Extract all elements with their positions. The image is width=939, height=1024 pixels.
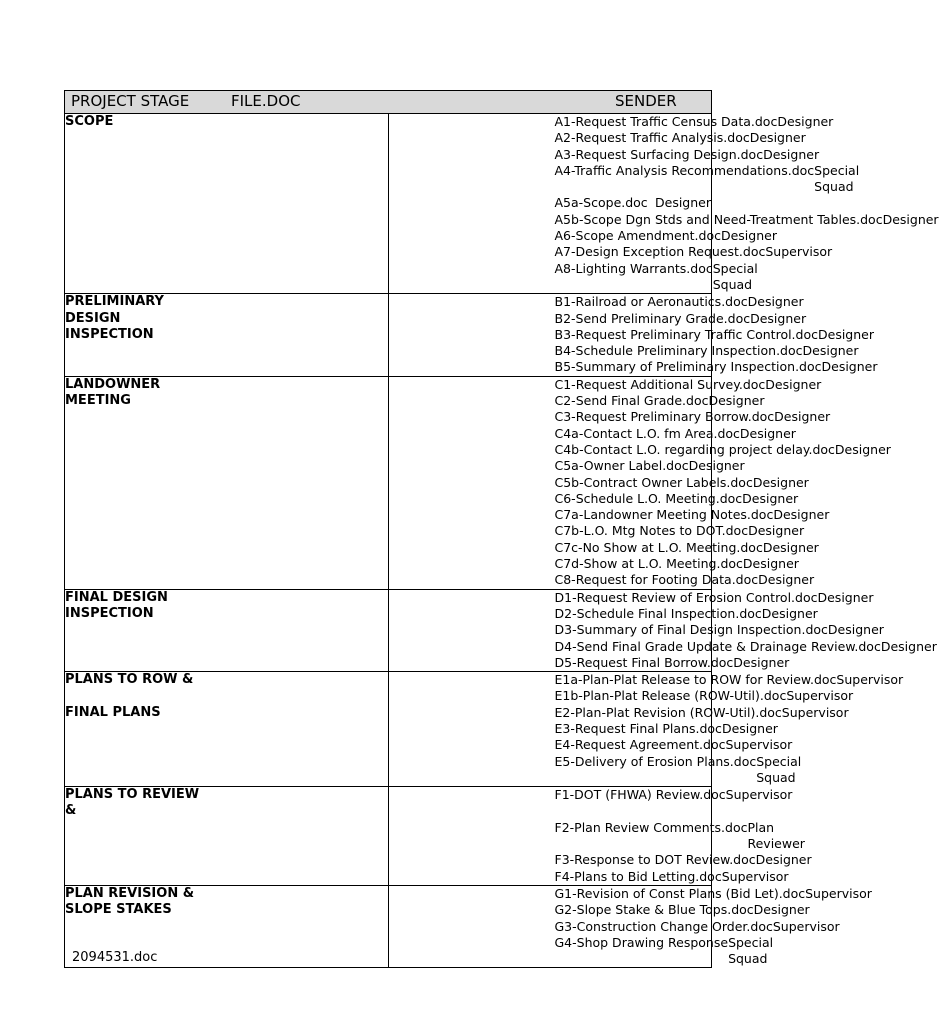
file-name: C4a-Contact L.O. fm Area.doc	[554, 425, 740, 441]
table-body	[65, 114, 939, 968]
file-list-cell	[388, 885, 872, 967]
file-name: B3-Request Preliminary Traffic Control.doc	[554, 326, 818, 342]
project-stage-label: DESIGN	[65, 310, 121, 326]
file-name: A8-Lighting Warrants.doc	[554, 260, 713, 276]
sender-value	[756, 754, 801, 787]
project-stage-label: PRELIMINARY	[65, 294, 164, 310]
sender-line: Squad	[756, 769, 796, 785]
file-row	[389, 359, 878, 375]
sender-value	[763, 147, 819, 163]
file-name: C7c-No Show at L.O. Meeting.doc	[554, 539, 763, 555]
file-name: E4-Request Agreement.doc	[554, 737, 726, 753]
file-name: G4-Shop Drawing Response	[554, 934, 729, 950]
file-name: E1a-Plan-Plat Release to ROW for Review.doc	[554, 672, 837, 688]
sender-value	[742, 491, 798, 507]
sender-value	[881, 639, 937, 655]
sender-line: Reviewer	[747, 836, 805, 852]
sender-line: Designer	[753, 902, 810, 918]
project-stage-label: INSPECTION	[65, 605, 154, 621]
file-name: D5-Request Final Borrow.doc	[554, 654, 734, 670]
file-row	[389, 507, 830, 523]
sender-line: Special	[712, 260, 758, 276]
file-name: D3-Summary of Final Design Inspection.doc	[554, 622, 828, 638]
file-name: C5a-Owner Label.doc	[554, 458, 689, 474]
sender-line: Designer	[882, 211, 939, 227]
file-list-cell	[388, 589, 937, 671]
sender-value	[773, 507, 829, 523]
sender-line: Designer	[708, 393, 765, 409]
project-stage-label: PLANS TO REVIEW	[65, 787, 200, 803]
file-row	[389, 737, 793, 753]
file-name: F1-DOT (FHWA) Review.doc	[554, 787, 726, 803]
sender-line: Designer	[802, 343, 859, 359]
file-list-cell	[388, 294, 878, 376]
project-stage-label: SCOPE	[65, 114, 114, 129]
sender-line: Designer	[742, 556, 799, 572]
sender-value	[828, 622, 884, 638]
table-group-row	[65, 114, 712, 294]
sender-value	[725, 737, 792, 753]
file-row	[389, 294, 804, 310]
file-row	[389, 228, 777, 244]
sender-value	[748, 294, 804, 310]
sender-value	[782, 705, 849, 721]
sender-value	[722, 869, 789, 885]
table-group-row	[65, 294, 712, 376]
sender-value	[777, 114, 833, 130]
sender-line: Designer	[655, 195, 711, 211]
sender-value	[756, 852, 812, 868]
file-name: A5b-Scope Dgn Stds and Need-Treatment Tables.doc	[554, 211, 883, 227]
sender-value	[722, 721, 778, 737]
file-name: F2-Plan Review Comments.doc	[554, 819, 748, 835]
sender-line: Designer	[763, 146, 820, 162]
sender-value	[754, 902, 810, 918]
sender-line: Designer	[750, 310, 807, 326]
header-file-doc: FILE.DOC	[231, 92, 301, 110]
table-group-row	[65, 589, 712, 671]
sender-line: Designer	[752, 474, 809, 490]
file-list-cell	[388, 672, 904, 787]
header-cell	[65, 91, 712, 114]
file-row	[389, 343, 859, 359]
sender-value	[743, 556, 799, 572]
file-list-cell	[388, 376, 891, 589]
file-row	[389, 162, 860, 196]
file-name: A7-Design Exception Request.doc	[554, 244, 766, 260]
file-row	[389, 326, 874, 343]
sender-line: Squad	[712, 276, 753, 292]
file-row	[389, 211, 939, 228]
sender-value	[883, 212, 939, 228]
sender-value	[747, 820, 804, 853]
file-name: A4-Traffic Analysis Recommendations.doc	[554, 162, 815, 178]
file-row	[389, 787, 793, 820]
file-row	[389, 753, 802, 787]
sender-value	[750, 311, 806, 327]
file-row	[389, 672, 904, 688]
file-row	[389, 934, 774, 968]
file-name: A2-Request Traffic Analysis.doc	[554, 130, 750, 146]
file-name: E2-Plan-Plat Revision (ROW-Util).doc	[554, 704, 782, 720]
sender-value	[765, 244, 832, 260]
file-name: E5-Delivery of Erosion Plans.doc	[554, 753, 757, 769]
file-row	[389, 114, 834, 130]
file-row	[389, 704, 849, 721]
file-name: C7d-Show at L.O. Meeting.doc	[554, 556, 743, 572]
sender-line: Designer	[777, 114, 834, 129]
file-name: D2-Schedule Final Inspection.doc	[554, 605, 762, 621]
sender-value	[803, 343, 859, 359]
file-name: A3-Request Surfacing Design.doc	[554, 146, 764, 162]
file-name: B5-Summary of Preliminary Inspection.doc	[554, 359, 822, 375]
sender-line: Supervisor	[772, 918, 840, 934]
sender-value	[758, 572, 814, 588]
sender-line: Designer	[818, 326, 874, 342]
sender-value	[822, 359, 878, 375]
file-row	[389, 425, 796, 442]
file-name: C1-Request Additional Survey.doc	[554, 376, 766, 392]
file-list-cell	[388, 114, 939, 294]
file-name: C3-Request Preliminary Borrow.doc	[554, 409, 775, 425]
sender-value	[753, 475, 809, 491]
sender-line: Designer	[762, 539, 819, 555]
sender-value	[805, 886, 872, 902]
file-row	[389, 376, 822, 393]
file-name: A1-Request Traffic Census Data.doc	[554, 114, 778, 129]
file-row	[389, 688, 854, 704]
sender-line: Designer	[758, 572, 815, 588]
sender-value	[750, 130, 806, 146]
file-table	[64, 90, 939, 968]
file-row	[389, 474, 809, 491]
sender-line: Squad	[814, 179, 854, 195]
file-row	[389, 393, 765, 409]
file-row	[389, 589, 874, 606]
sender-value	[708, 393, 764, 409]
sender-value	[773, 919, 840, 935]
file-list-cell	[388, 787, 812, 886]
sender-line: Designer	[733, 654, 790, 670]
sender-line: Designer	[821, 359, 878, 375]
file-row	[389, 605, 818, 622]
file-name: E3-Request Final Plans.doc	[554, 720, 722, 736]
sender-value	[740, 426, 796, 442]
project-stage-label: MEETING	[65, 393, 131, 409]
sender-line: Designer	[721, 720, 778, 736]
sender-line: Designer	[749, 130, 806, 146]
file-name: B4-Schedule Preliminary Inspection.doc	[554, 343, 803, 359]
project-stage-cell	[65, 376, 389, 589]
file-row	[389, 918, 840, 935]
table-group-row	[65, 376, 712, 589]
sender-line: Supervisor	[781, 704, 849, 720]
file-name: G3-Construction Change Order.doc	[554, 918, 773, 934]
sender-line: Supervisor	[836, 672, 904, 688]
project-stage-cell	[65, 672, 389, 787]
sender-line: Supervisor	[786, 688, 854, 704]
file-row	[389, 819, 805, 853]
project-stage-label: INSPECTION	[65, 326, 154, 342]
sender-line: Supervisor	[721, 868, 789, 884]
file-row	[389, 902, 810, 918]
file-name: C5b-Contract Owner Labels.doc	[554, 474, 753, 490]
file-name: G1-Revision of Const Plans (Bid Let).doc	[554, 885, 806, 901]
sender-line: Designer	[761, 605, 818, 621]
table-group-row	[65, 672, 712, 787]
file-row	[389, 868, 789, 885]
project-stage-cell	[65, 787, 389, 886]
file-row	[389, 539, 819, 556]
file-name: E1b-Plan-Plat Release (ROW-Util).doc	[554, 688, 787, 704]
project-stage-label	[65, 688, 388, 704]
sender-line: Supervisor	[805, 885, 872, 901]
file-row	[389, 523, 805, 539]
project-stage-cell	[65, 589, 389, 671]
sender-value	[786, 688, 853, 704]
sender-line: Designer	[827, 622, 884, 638]
sender-value	[817, 590, 873, 606]
file-row	[389, 490, 799, 507]
footer-filename: 2094531.doc	[72, 950, 158, 965]
file-row	[389, 885, 872, 902]
file-name: C4b-Contact L.O. regarding project delay.doc	[554, 441, 835, 457]
project-stage-cell	[65, 294, 389, 376]
table-group-row	[65, 787, 712, 886]
project-stage-label: FINAL PLANS	[65, 704, 161, 720]
sender-value	[814, 163, 859, 196]
file-row	[389, 572, 815, 588]
file-name: B1-Railroad or Aeronautics.doc	[554, 294, 748, 310]
sender-line: Designer	[817, 589, 874, 605]
file-row	[389, 638, 937, 655]
sender-line: Designer	[748, 523, 805, 539]
sender-value	[763, 540, 819, 556]
sender-value	[728, 935, 773, 968]
sender-line: Designer	[773, 507, 830, 523]
sender-line: Designer	[755, 852, 812, 868]
sender-line: Designer	[765, 376, 822, 392]
file-row	[389, 654, 790, 671]
sender-line: Designer	[834, 441, 891, 457]
file-row	[389, 458, 745, 474]
sender-value	[733, 655, 789, 671]
sender-value	[689, 458, 745, 474]
project-stage-label: PLANS TO ROW &	[65, 672, 194, 688]
header-sender: SENDER	[615, 92, 677, 110]
file-row	[389, 720, 778, 737]
sender-line: Designer	[747, 294, 804, 310]
sender-value	[818, 327, 874, 343]
project-stage-label: FINAL DESIGN	[65, 589, 168, 605]
sender-value	[655, 195, 711, 211]
file-name: F4-Plans to Bid Letting.doc	[554, 868, 722, 884]
sender-line: Supervisor	[725, 787, 793, 803]
file-row	[389, 556, 799, 572]
file-row	[389, 260, 758, 294]
file-name: F3-Response to DOT Review.doc	[554, 852, 756, 868]
file-row	[389, 310, 807, 327]
file-row	[389, 244, 833, 260]
project-stage-label: SLOPE STAKES	[65, 902, 172, 918]
sender-value	[836, 672, 903, 688]
sender-value	[748, 523, 804, 539]
file-row	[389, 409, 831, 425]
sender-line: Designer	[742, 490, 799, 506]
file-name: A5a-Scope.doc	[554, 195, 648, 211]
file-name: B2-Send Preliminary Grade.doc	[554, 310, 751, 326]
sender-value	[835, 442, 891, 458]
file-row	[389, 130, 806, 146]
header-project-stage: PROJECT STAGE	[71, 92, 190, 110]
table-group-row	[65, 885, 712, 967]
file-name: C8-Request for Footing Data.doc	[554, 572, 759, 588]
project-stage-label: &	[65, 803, 77, 819]
sender-line: Special	[814, 162, 860, 178]
sender-value	[721, 228, 777, 244]
project-stage-cell	[65, 114, 389, 294]
sender-line: Squad	[728, 951, 768, 967]
sender-line: Supervisor	[725, 737, 793, 753]
sender-line: Plan	[747, 819, 775, 835]
sender-line: Designer	[739, 425, 796, 441]
sender-line: Designer	[720, 228, 777, 244]
sender-line: Designer	[880, 638, 937, 654]
file-name: C7b-L.O. Mtg Notes to DOT.doc	[554, 523, 749, 539]
sender-line: Supervisor	[765, 244, 833, 260]
project-stage-label: PLAN REVISION &	[65, 885, 195, 901]
file-name: C6-Schedule L.O. Meeting.doc	[554, 490, 743, 506]
file-row	[389, 441, 891, 458]
sender-line: Special	[728, 934, 774, 950]
file-row	[389, 195, 712, 211]
file-row	[389, 852, 812, 868]
sender-line: Special	[756, 753, 802, 769]
sender-value	[726, 787, 793, 820]
sender-value	[774, 409, 830, 425]
sender-value	[713, 261, 758, 294]
file-name: G2-Slope Stake & Blue Tops.doc	[554, 902, 754, 918]
header-row	[65, 91, 712, 114]
sender-line: Designer	[688, 458, 745, 474]
file-name: C7a-Landowner Meeting Notes.doc	[554, 507, 774, 523]
file-name: C2-Send Final Grade.doc	[554, 393, 709, 409]
sender-line	[726, 803, 793, 819]
sender-line: Designer	[774, 409, 831, 425]
project-stage-label: LANDOWNER	[65, 376, 161, 392]
sender-value	[765, 377, 821, 393]
file-row	[389, 622, 884, 638]
file-name: D1-Request Review of Erosion Control.doc	[554, 589, 818, 605]
sender-value	[762, 606, 818, 622]
file-name: D4-Send Final Grade Update & Drainage Review.doc	[554, 638, 881, 654]
file-name: A6-Scope Amendment.doc	[554, 228, 721, 244]
file-row	[389, 146, 820, 163]
